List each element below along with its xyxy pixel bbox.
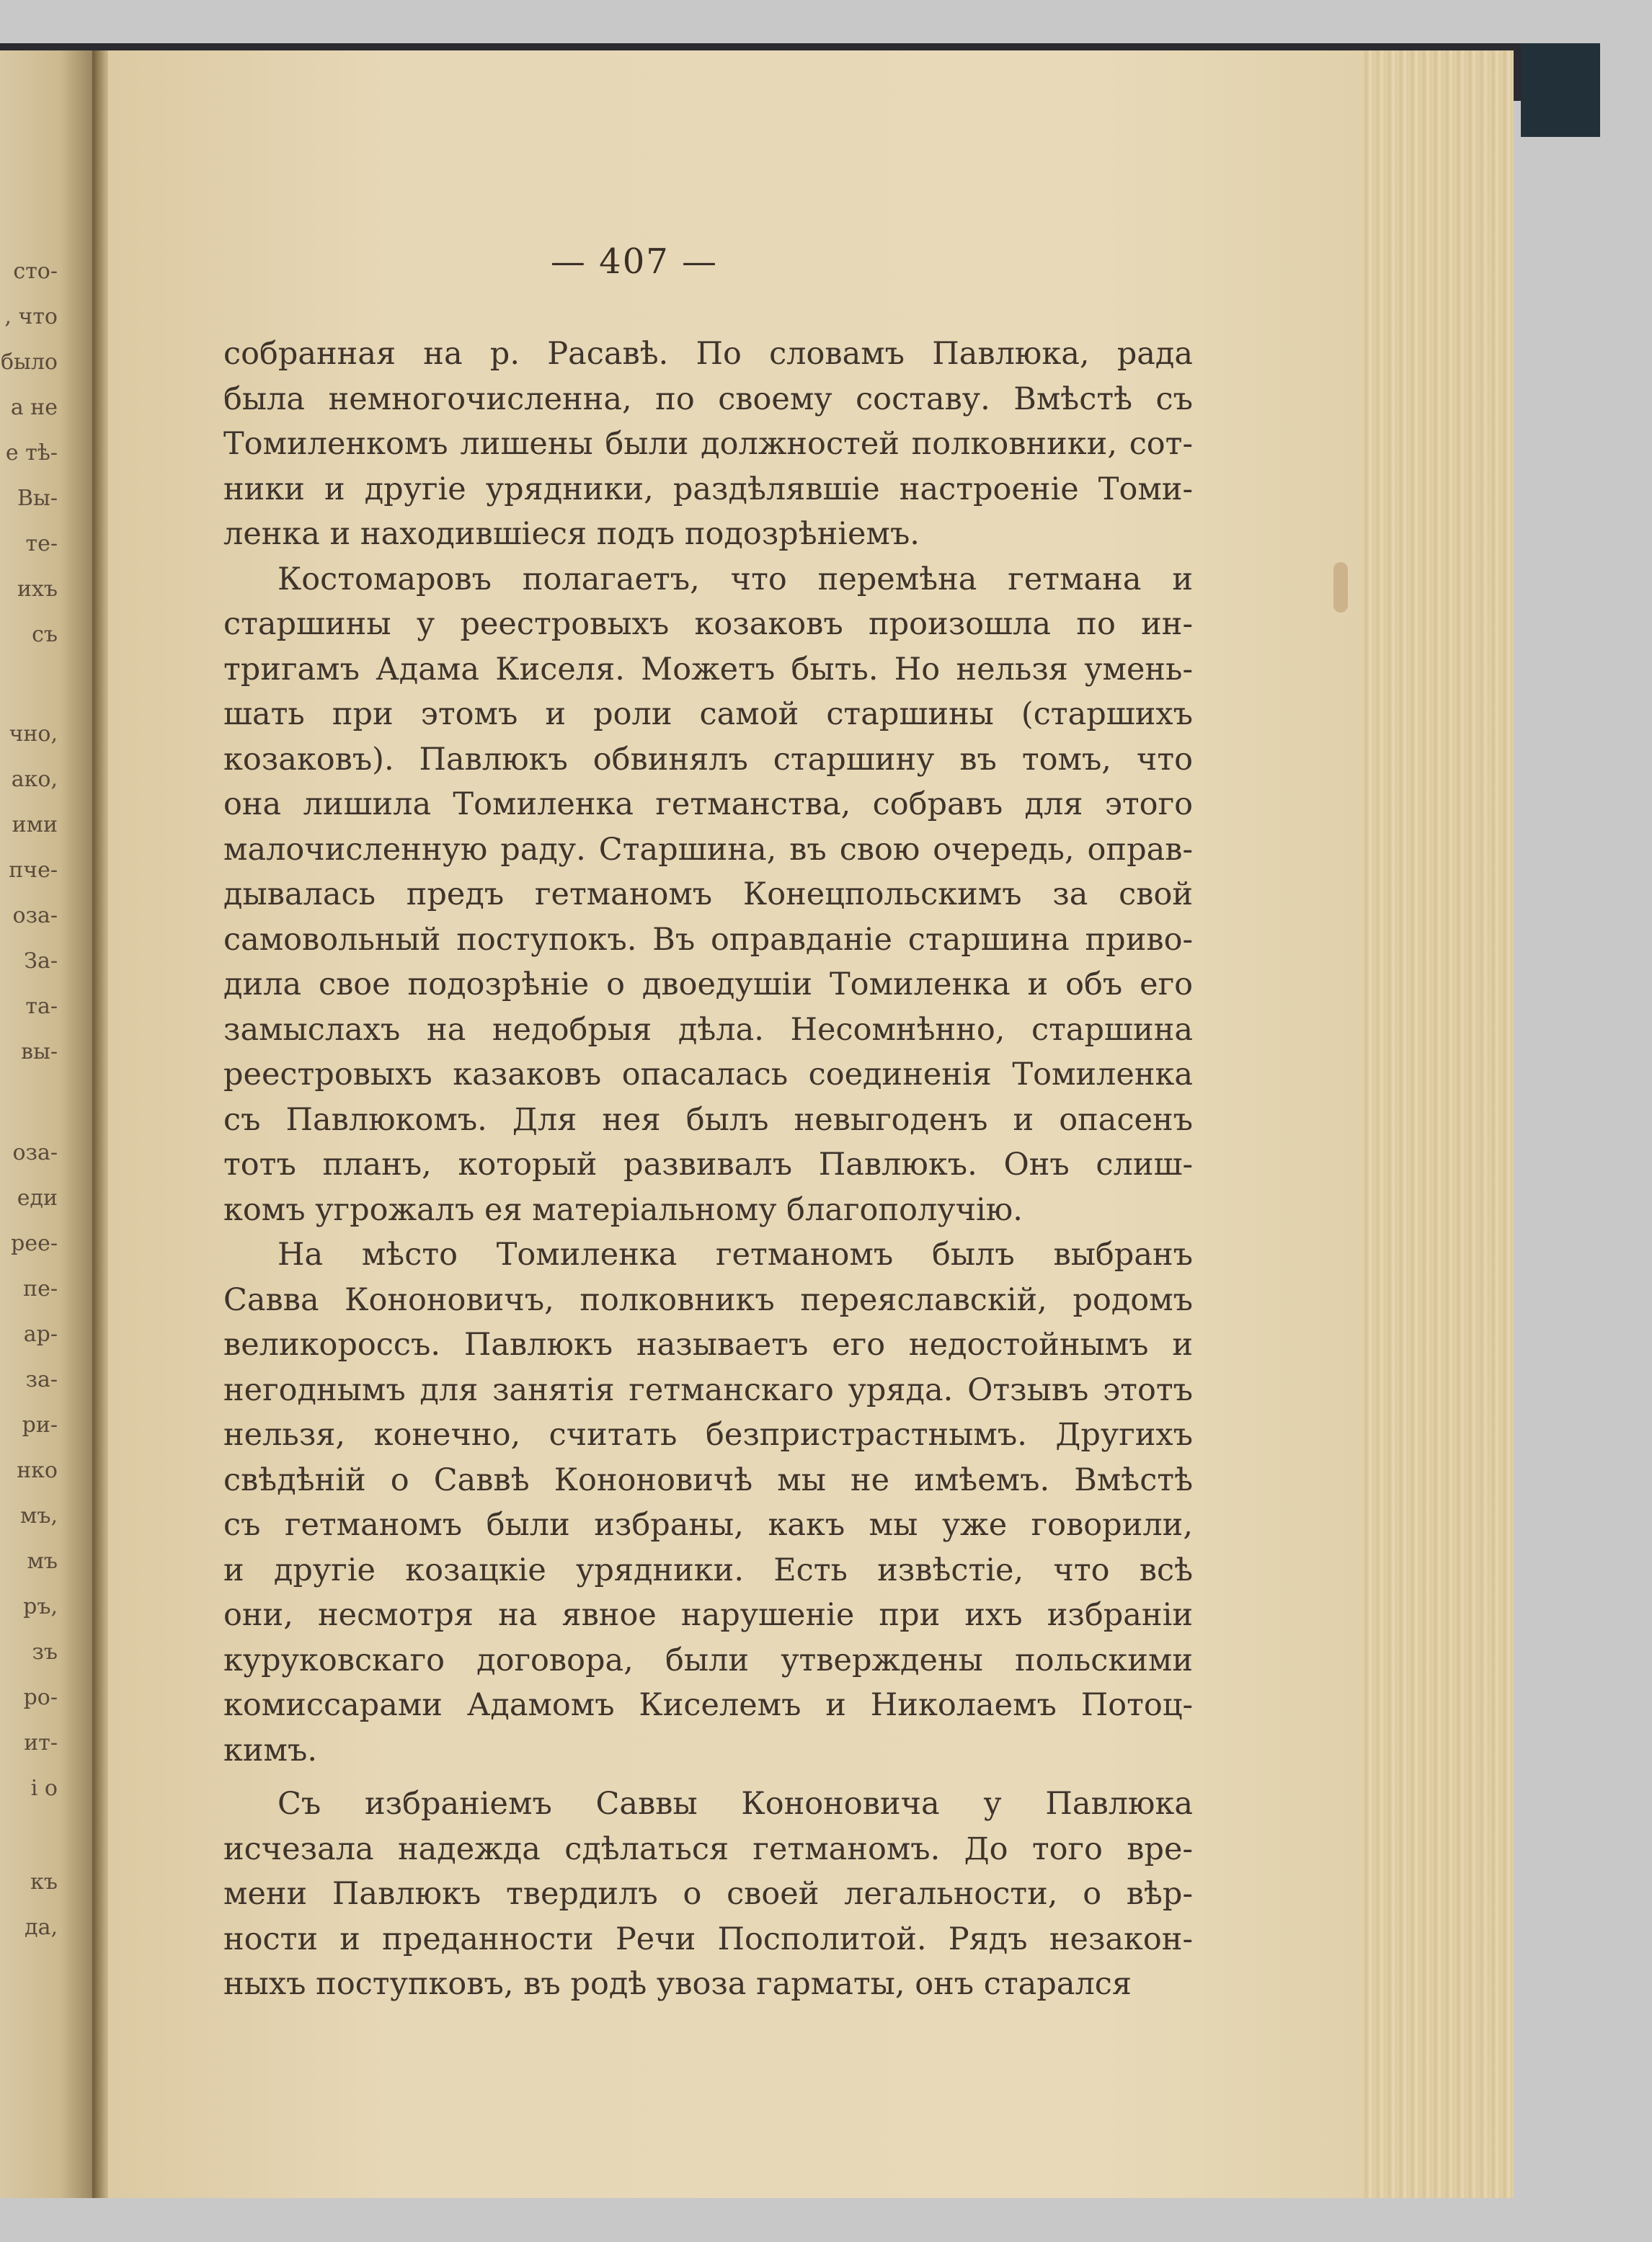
text-line: и другіе козацкіе урядники. Есть извѣстіе, что всѣ xyxy=(223,1552,1193,1588)
page-body-text xyxy=(223,332,1193,2007)
text-line: ники и другіе урядники, раздѣлявшіе настроеніе Томи- xyxy=(223,471,1193,507)
text-line: негоднымъ для занятія гетманскаго уряда. Отзывъ этотъ xyxy=(223,1371,1193,1408)
text-line: Съ избраніемъ Саввы Кононовича у Павлюка xyxy=(277,1786,1193,1822)
left-page-text-fragment: За- xyxy=(24,948,58,974)
text-line: великороссъ. Павлюкъ называетъ его недостойнымъ и xyxy=(223,1327,1193,1363)
left-page-text-fragment: рее- xyxy=(11,1231,58,1256)
text-line: куруковскаго договора, были утверждены польскими xyxy=(223,1642,1193,1678)
left-page-text-fragment: оза- xyxy=(12,1140,58,1165)
left-page-text-fragment: і о xyxy=(30,1776,58,1801)
left-page-text-fragment: сто- xyxy=(13,259,58,284)
text-line: мени Павлюкъ твердилъ о своей легальности, о вѣр- xyxy=(223,1876,1193,1912)
text-line: съ гетманомъ были избраны, какъ мы уже говорили, xyxy=(223,1507,1193,1543)
left-page-text-fragment: ръ, xyxy=(23,1594,58,1619)
text-line: Костомаровъ полагаетъ, что перемѣна гетмана и xyxy=(277,561,1193,597)
left-page-text-fragment: нко xyxy=(17,1458,58,1483)
left-page-text-fragment: зъ xyxy=(32,1640,58,1665)
paper-stain xyxy=(1333,562,1348,613)
left-page-text-fragment: пе- xyxy=(23,1276,58,1302)
text-line: старшины у реестровыхъ козаковъ произошла по ин- xyxy=(223,606,1193,642)
left-page-text-fragment: ри- xyxy=(22,1413,58,1438)
text-line: малочисленную раду. Старшина, въ свою очередь, оправ- xyxy=(223,831,1193,868)
left-page-text-fragment: чно, xyxy=(9,721,58,747)
page-stack-edges xyxy=(1362,50,1514,2198)
left-page-text-fragment: оза- xyxy=(12,903,58,928)
text-line: ныхъ поступковъ, въ родѣ увоза гарматы, онъ старался xyxy=(223,1966,1132,2002)
text-line: комъ угрожалъ ея матеріальному благополучію. xyxy=(223,1191,1023,1228)
left-page-text-fragment: ар- xyxy=(23,1322,58,1347)
text-line: дила свое подозрѣніе о двоедушіи Томиленка и объ его xyxy=(223,966,1193,1002)
left-page-text-fragment: къ xyxy=(30,1869,58,1895)
previous-page-fragment xyxy=(0,50,101,2198)
left-page-text-fragment: е тѣ- xyxy=(5,440,58,466)
text-line: нельзя, конечно, считать безпристрастнымъ. Другихъ xyxy=(223,1417,1193,1453)
left-page-text-fragment: пче- xyxy=(9,858,58,883)
left-page-text-fragment: а не xyxy=(10,395,58,420)
text-line: была немногочисленна, по своему составу. Вмѣстѣ съ xyxy=(223,381,1193,417)
text-line: самовольный поступокъ. Въ оправданіе старшина приво- xyxy=(223,921,1193,958)
text-line: реестровыхъ казаковъ опасалась соединенія Томиленка xyxy=(223,1057,1193,1093)
text-line: они, несмотря на явное нарушеніе при ихъ избраніи xyxy=(223,1597,1193,1633)
left-page-text-fragment: ит- xyxy=(24,1730,58,1756)
text-line: исчезала надежда сдѣлаться гетманомъ. До того вре- xyxy=(223,1830,1193,1867)
text-line: шать при этомъ и роли самой старшины (старшихъ xyxy=(223,696,1193,732)
text-line: ленка и находившіеся подъ подозрѣніемъ. xyxy=(223,516,920,552)
left-page-text-fragment: ако, xyxy=(11,767,58,792)
left-page-text-fragment: ими xyxy=(12,812,58,837)
left-page-text-fragment: было xyxy=(0,350,58,375)
left-page-text-fragment: еди xyxy=(17,1185,58,1211)
left-page-text-fragment: съ xyxy=(32,622,58,647)
text-line: кимъ. xyxy=(223,1732,318,1769)
text-line: На мѣсто Томиленка гетманомъ былъ выбранъ xyxy=(277,1237,1193,1273)
text-line: съ Павлюкомъ. Для нея былъ невыгоденъ и опасенъ xyxy=(223,1101,1193,1138)
page-number: — 407 — xyxy=(550,241,719,282)
left-page-text-fragment: Вы- xyxy=(17,486,58,511)
book-page xyxy=(108,50,1514,2198)
text-line: комиссарами Адамомъ Киселемъ и Николаемъ Потоц- xyxy=(223,1687,1193,1723)
left-page-text-fragment: , что xyxy=(4,304,58,329)
text-line: Томиленкомъ лишены были должностей полковники, сот- xyxy=(223,426,1193,462)
text-line: замыслахъ на недобрыя дѣла. Несомнѣнно, старшина xyxy=(223,1011,1193,1048)
left-page-text-fragment: за- xyxy=(25,1367,58,1392)
text-line: дывалась предъ гетманомъ Конецпольскимъ за свой xyxy=(223,876,1193,912)
text-line: тотъ планъ, который развивалъ Павлюкъ. Онъ слиш- xyxy=(223,1147,1193,1183)
left-page-text-fragment: мъ xyxy=(27,1549,58,1574)
text-line: Савва Кононовичъ, полковникъ переяславскій, родомъ xyxy=(223,1281,1193,1318)
text-line: козаковъ). Павлюкъ обвинялъ старшину въ томъ, что xyxy=(223,741,1193,778)
left-page-text-fragment: мъ, xyxy=(20,1503,58,1529)
text-line: ности и преданности Речи Посполитой. Рядъ незакон- xyxy=(223,1921,1193,1957)
left-page-text-fragment: вы- xyxy=(21,1039,58,1064)
left-page-text-fragment: те- xyxy=(25,531,58,556)
left-page-text-fragment: да, xyxy=(25,1915,58,1940)
text-line: она лишила Томиленка гетманства, собравъ для этого xyxy=(223,786,1193,822)
left-page-text-fragment: ро- xyxy=(23,1685,58,1710)
text-line: свѣдѣній о Саввѣ Кононовичѣ мы не имѣемъ. Вмѣстѣ xyxy=(223,1462,1193,1498)
text-line: тригамъ Адама Киселя. Можетъ быть. Но нельзя умень- xyxy=(223,651,1193,688)
text-line: собранная на р. Расавѣ. По словамъ Павлюка, рада xyxy=(223,336,1193,372)
left-page-text-fragment: ихъ xyxy=(17,577,58,602)
backdrop xyxy=(1521,43,1600,137)
left-page-text-fragment: та- xyxy=(25,994,58,1019)
